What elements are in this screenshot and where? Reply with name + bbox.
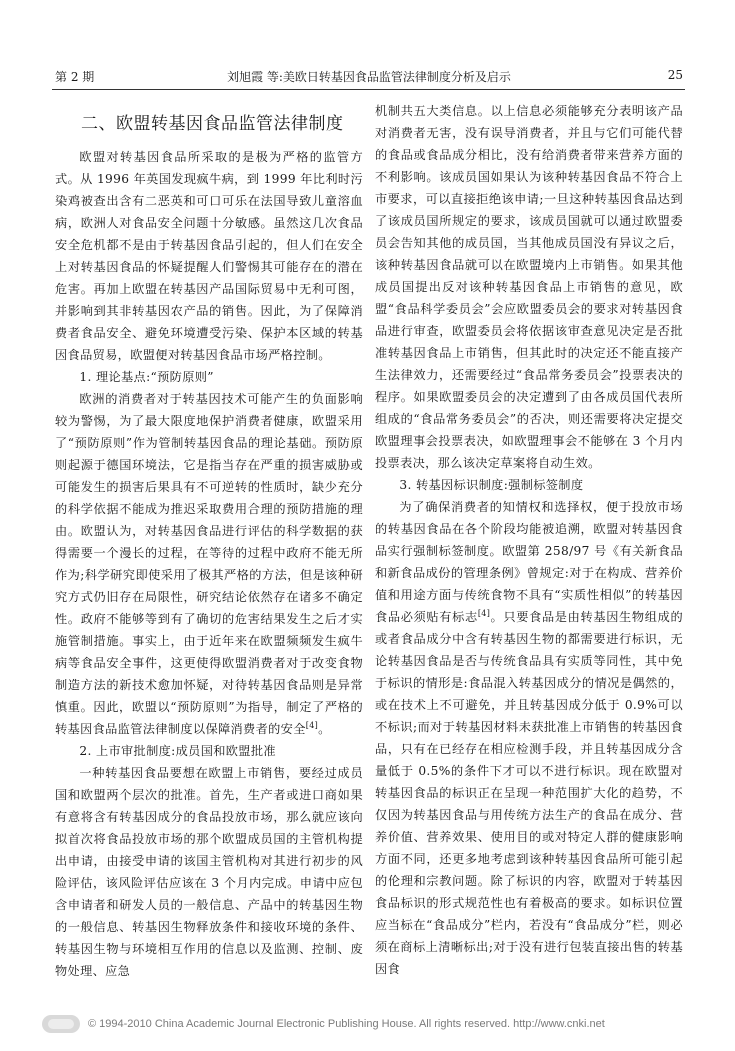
paragraph-continued: 机制共五大类信息。以上信息必须能够充分表明该产品对消费者无害，没有误导消费者，并且与它们可能代替的食品或食品成分相比，没有给消费者带来营养方面的不利影响。该成员国如果认为该种转基因食品不符合上市要求，可以直接拒绝该申请;一旦这种转基因食品达到了该成员国所规定的要求，该成员国就可以通过欧盟委员会告知其他的成员国，当其他成员国没有异议之后，该种转基因食品就可以在欧盟境内上市销售。如果其他成员国提出反对该种转基因食品上市销售的意见，欧盟“食品科学委员会”会应欧盟委员会的要求对转基因食品进行审查，欧盟委员会将依据该审查意见决定是否批准转基因食品上市销售，但其此时的决定还不能直接产生法律效力，还需要经过“食品常务委员会”投票表决的程序。如果欧盟委员会的决定遭到了由各成员国代表所组成的“食品常务委员会”的否决，则还需要将决定提交欧盟理事会投票表决，如欧盟理事会不能够在 3 个月内投票表决，那么该决定草案将自动生效。 bbox=[375, 104, 683, 470]
footer bbox=[42, 1014, 702, 1038]
page-number: 25 bbox=[667, 68, 683, 82]
paragraph: 欧盟对转基因食品所采取的是极为严格的监管方式。从 1996 年英国发现疯牛病，到 1999 年比利时污染鸡被查出含有二恶英和可口可乐在法国导致儿童溶血病，欧洲人对食品安全问题十分敏感。虽然这几次食品安全危机都不是由于转基因食品引起的，但人们在安全上对转基因食品的怀疑提醒人们警惕其可能存在的潜在危害。再加上欧盟在转基因产品国际贸易中无利可图，并影响到其非转基因农产品的销售。因此，为了保障消费者食品安全、避免环境遭受污染、保护本区域的转基因食品贸易，欧盟便对转基因食品市场严格控制。 bbox=[55, 150, 363, 362]
paragraph-text: 欧洲的消费者对于转基因技术可能产生的负面影响较为警惕，为了最大限度地保护消费者健康，欧盟采用了“预防原则”作为管制转基因食品的理论基础。预防原则起源于德国环境法，它是指当存在严重的损害威胁或可能发生的损害后果具有不可逆转的性质时，缺少充分的科学依据不能成为推迟采取费用合理的预防措施的理由。欧盟认为，对转基因食品进行评估的科学数据的获得需要一个漫长的过程，在等待的过程中政府不能无所作为;科学研究即使采用了极其严格的方法，但是该种研究方式仍旧存在局限性，研究结论依然存在诸多不确定性。政府不能够等到有了确切的危害结果发生之后才实施管制措施。事实上，由于近年来在欧盟频频发生疯牛病等食品安全事件，这更使得欧盟消费者对于改变食物制造方法的新技术愈加怀疑，对待转基因食品则是异常慎重。因此，欧盟以“预防原则”为指导，制定了严格的转基因食品监管法律制度以保障消费者的安全 bbox=[55, 392, 363, 736]
cnki-logo-icon bbox=[42, 1015, 80, 1033]
paragraph-text: 。只要食品是由转基因生物组成的或者食品成分中含有转基因生物的都需要进行标识，无论转基因食品是否与传统食品具有实质等同性，其中免于标识的情形是:食品混入转基因成分的情况是偶然的，或在技术上不可避免，并且转基因成分低于 0.9%可以不标识;而对于转基因材料未获批准上市销售的转基因食品，只有在已经存在相应检测手段，并且转基因成分含量低于 0.5%的条件下才可以不进行标识。现在欧盟对转基因食品的标识正在呈现一种范围扩大化的趋势，不仅因为转基因食品与用传统方法生产的食品在成分、营养价值、营养效果、使用目的或对特定人群的健康影响方面不同，还更多地考虑到该种转基因食品所可能引起的伦理和宗教问题。除了标识的内容，欧盟对于转基因食品标识的形式规范性也有着极高的要求。如标识位置应当标在“食品成分”栏内，若没有“食品成分”栏，则必须在商标上清晰标出;对于没有进行包装直接出售的转基因食 bbox=[375, 610, 683, 976]
paragraph-end: 。 bbox=[318, 722, 331, 736]
running-header bbox=[55, 66, 683, 88]
paragraph: 一种转基因食品要想在欧盟上市销售，要经过成员国和欧盟两个层次的批准。首先，生产者或进口商如果有意将含有转基因成分的食品投放市场，那么就应该向拟首次将食品投放市场的那个欧盟成员国的主管机构提出申请，由接受申请的该国主管机构对其进行初步的风险评估，该风险评估应该在 3 个月内完成。申请中应包含申请者和研发人员的一般信息、产品中的转基因生物的一般信息、转基因生物释放条件和接收环境的条件、转基因生物与环境相互作用的信息以及监测、控制、废物处理、应急 bbox=[55, 766, 363, 978]
running-title: 刘旭霞 等:美欧日转基因食品监管法律制度分析及启示 bbox=[227, 70, 511, 84]
subsection-heading: 1. 理论基点:“预防原则” bbox=[79, 370, 214, 384]
issue-number: 第 2 期 bbox=[55, 70, 95, 84]
citation-ref[interactable]: [4] bbox=[305, 720, 319, 730]
subsection-heading: 2. 上市审批制度:成员国和欧盟批准 bbox=[79, 744, 276, 758]
copyright-notice: © 1994-2010 China Academic Journal Electronic Publishing House. All rights reserved. http://www.cnki.net bbox=[88, 1018, 605, 1030]
left-column bbox=[55, 100, 363, 982]
subsection-heading: 3. 转基因标识制度:强制标签制度 bbox=[399, 478, 584, 492]
section-title: 二、欧盟转基因食品监管法律制度 bbox=[81, 114, 344, 134]
header-rule bbox=[52, 89, 685, 90]
paragraph-text: 为了确保消费者的知情权和选择权，便于投放市场的转基因食品在各个阶段均能被追溯，欧盟对转基因食品实行强制标签制度。欧盟第 258/97 号《有关新食品和新食品成份的管理条例》曾规定:对于在构成、营养价值和用途方面与传统食物不具有“实质性相似”的转基因食品必须贴有标志 bbox=[375, 500, 683, 624]
paragraph bbox=[375, 496, 683, 980]
citation-ref[interactable]: [4] bbox=[477, 608, 491, 618]
paragraph bbox=[55, 388, 363, 740]
right-column bbox=[375, 100, 683, 980]
